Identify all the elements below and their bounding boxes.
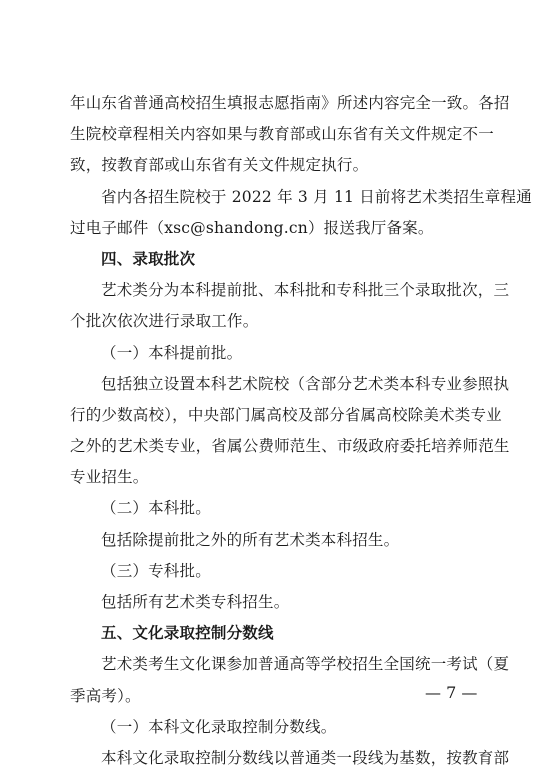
paragraph-line: 省内各招生院校于 2022 年 3 月 11 日前将艺术类招生章程通 (101, 187, 532, 206)
paragraph-line: 之外的艺术类专业，省属公费师范生、市级政府委托培养师范生 (70, 437, 510, 456)
paragraph-line: 专业招生。 (70, 468, 149, 487)
paragraph-line: 个批次依次进行录取工作。 (70, 312, 259, 331)
subsection-heading: （二）本科批。 (101, 499, 211, 518)
subsection-heading: （三）专科批。 (101, 561, 211, 580)
paragraph-line: 包括除提前批之外的所有艺术类本科招生。 (101, 530, 400, 549)
paragraph-line: 行的少数高校），中央部门属高校及部分省属高校除美术类专业 (70, 405, 502, 424)
subsection-heading: （一）本科文化录取控制分数线。 (101, 717, 337, 736)
paragraph-line: 季高考）。 (70, 686, 141, 705)
document-body (70, 88, 532, 774)
paragraph-line: 生院校章程相关内容如果与教育部或山东省有关文件规定不一 (70, 125, 494, 144)
subsection-heading: （一）本科提前批。 (101, 343, 243, 362)
paragraph-line: 过电子邮件（xsc@shandong.cn）报送我厅备案。 (70, 218, 434, 237)
section-heading: 五、文化录取控制分数线 (101, 624, 274, 643)
section-heading: 四、录取批次 (101, 249, 196, 268)
paragraph-line: 艺术类分为本科提前批、本科批和专科批三个录取批次，三 (101, 281, 510, 300)
paragraph-line: 艺术类考生文化课参加普通高等学校招生全国统一考试（夏 (101, 655, 510, 674)
paragraph-line: 包括独立设置本科艺术院校（含部分艺术类本科专业参照执 (101, 374, 510, 393)
page-number: — 7 — (425, 683, 478, 702)
paragraph-line: 致，按教育部或山东省有关文件规定执行。 (70, 156, 369, 175)
paragraph-line: 年山东省普通高校招生填报志愿指南》所述内容完全一致。各招 (70, 94, 510, 112)
paragraph-line: 本科文化录取控制分数线以普通类一段线为基数，按教育部 (101, 748, 510, 767)
paragraph-line: 包括所有艺术类专科招生。 (101, 593, 290, 611)
